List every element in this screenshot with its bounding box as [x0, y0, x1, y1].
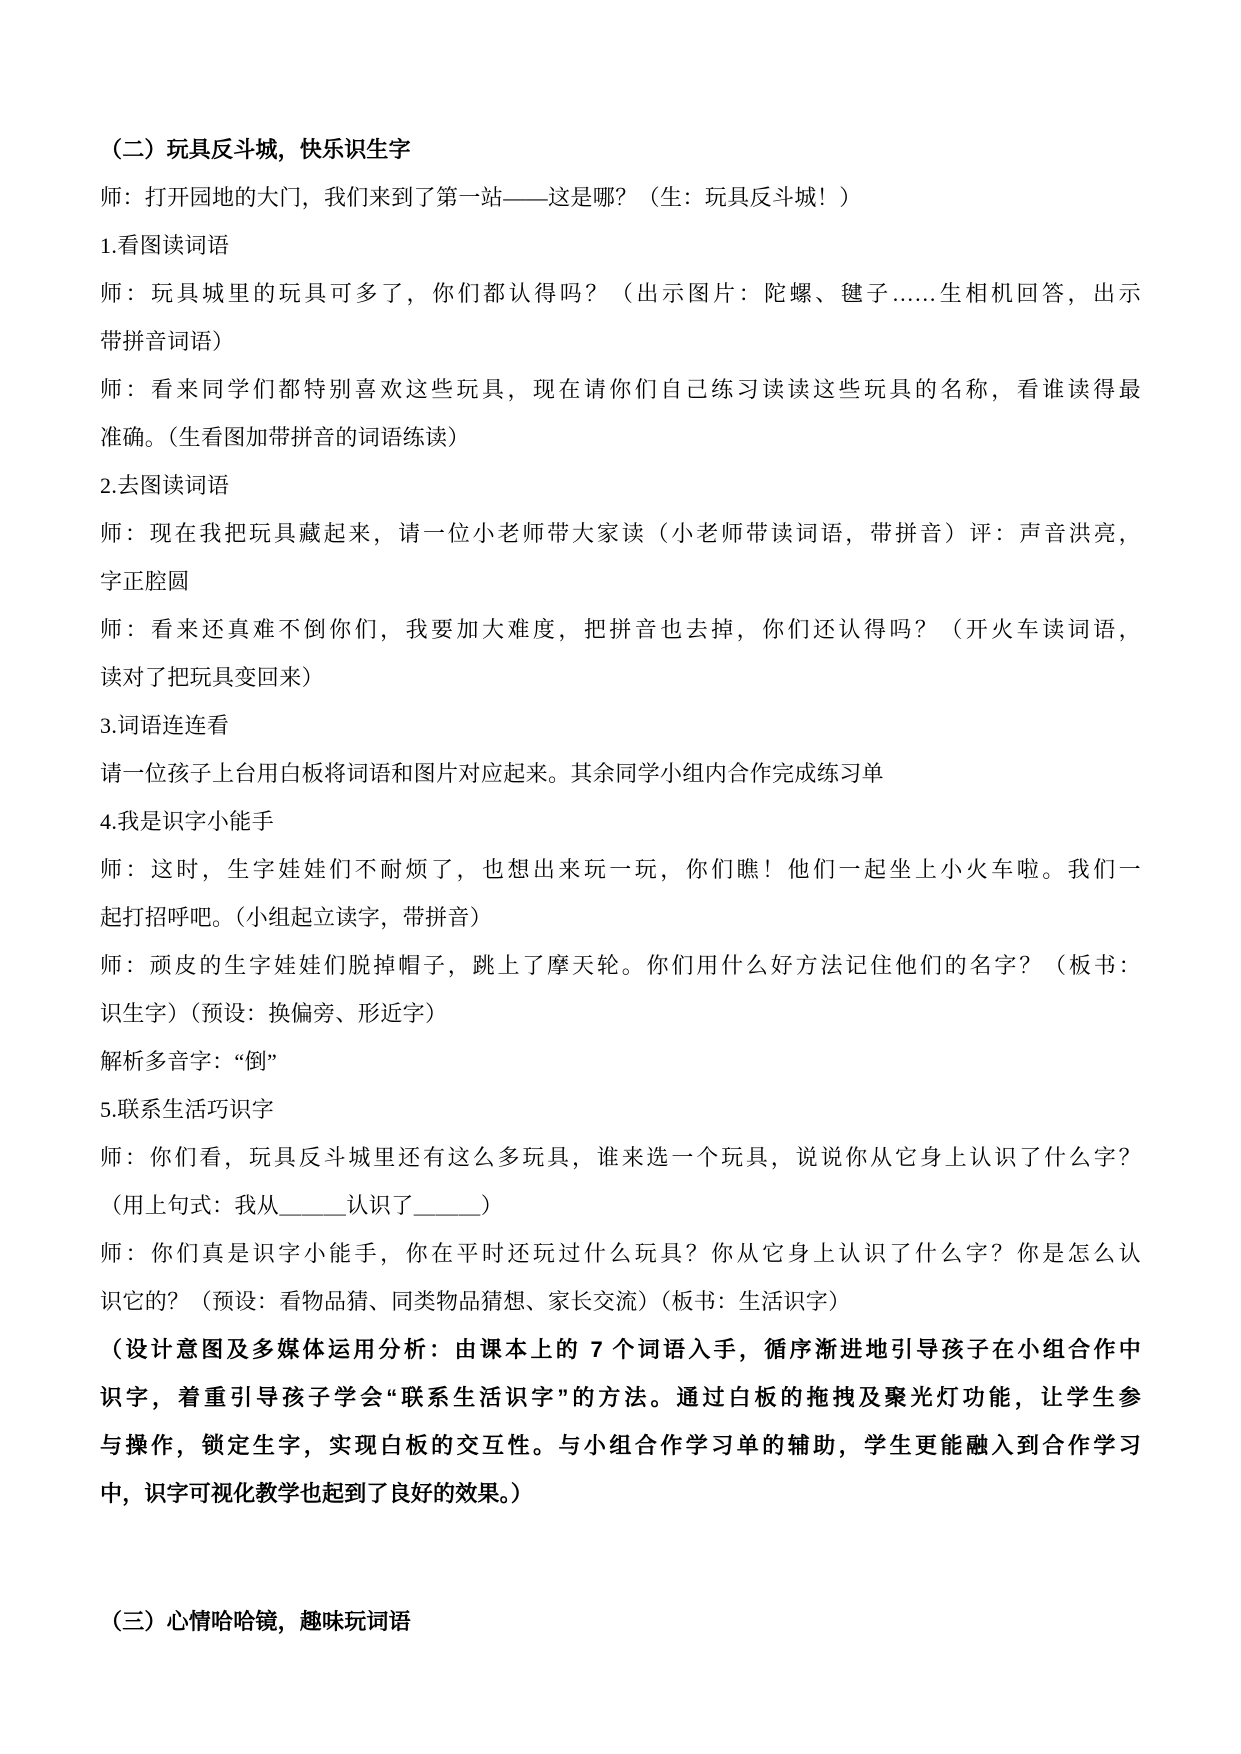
- section-heading-2: （二）玩具反斗城，快乐识生字: [100, 137, 411, 162]
- teacher-dialog-choose-toy: （用上句式：我从＿＿＿认识了＿＿＿）: [100, 1193, 504, 1218]
- teacher-dialog-toys: 带拼音词语）: [100, 329, 235, 354]
- teacher-dialog-practice-read: 准确。（生看图加带拼音的词语练读）: [100, 425, 470, 450]
- teacher-dialog-toys: 师：玩具城里的玩具可多了，你们都认得吗？（出示图片：陀螺、毽子……生相机回答，出示: [100, 281, 1141, 306]
- step-5-heading: 5.联系生活巧识字: [100, 1097, 275, 1122]
- step-4-heading: 4.我是识字小能手: [100, 809, 275, 834]
- design-intent-note: 与操作，锁定生字，实现白板的交互性。与小组合作学习单的辅助，学生更能融入到合作学习: [100, 1433, 1141, 1458]
- teacher-dialog-train: 师：这时，生字娃娃们不耐烦了，也想出来玩一玩，你们瞧！他们一起坐上小火车啦。我们一: [100, 857, 1141, 882]
- teacher-dialog-remove-pinyin: 师：看来还真难不倒你们，我要加大难度，把拼音也去掉，你们还认得吗？（开火车读词语，: [100, 617, 1141, 642]
- teacher-dialog-remove-pinyin: 读对了把玩具变回来）: [100, 665, 325, 690]
- polyphone-note: 解析多音字：“倒”: [100, 1049, 278, 1074]
- blank-gap: [100, 1518, 1141, 1598]
- teacher-dialog-choose-toy: 师：你们看，玩具反斗城里还有这么多玩具，谁来选一个玩具，说说你从它身上认识了什么字？: [100, 1145, 1141, 1170]
- step-3-heading: 3.词语连连看: [100, 713, 230, 738]
- teacher-dialog-life-literacy: 识它的？（预设：看物品猜、同类物品猜想、家长交流）（板书：生活识字）: [100, 1289, 851, 1314]
- step-1-heading: 1.看图读词语: [100, 233, 230, 258]
- activity-whiteboard-match: 请一位孩子上台用白板将词语和图片对应起来。其余同学小组内合作完成练习单: [100, 761, 885, 786]
- teacher-dialog-practice-read: 师：看来同学们都特别喜欢这些玩具，现在请你们自己练习读读这些玩具的名称，看谁读得最: [100, 377, 1141, 402]
- design-intent-note: 识字，着重引导孩子学会“联系生活识字”的方法。通过白板的拖拽及聚光灯功能，让学生参: [100, 1385, 1141, 1410]
- teacher-dialog-hide-toys: 字正腔圆: [100, 569, 190, 594]
- teacher-dialog-life-literacy: 师：你们真是识字小能手，你在平时还玩过什么玩具？你从它身上认识了什么字？你是怎么认: [100, 1241, 1141, 1266]
- step-2-heading: 2.去图读词语: [100, 473, 230, 498]
- teacher-dialog-hide-toys: 师：现在我把玩具藏起来，请一位小老师带大家读（小老师带读词语，带拼音）评：声音洪亮，: [100, 521, 1141, 546]
- teacher-dialog-ferris-wheel: 识生字）（预设：换偏旁、形近字）: [100, 1001, 448, 1026]
- teacher-dialog-train: 起打招呼吧。（小组起立读字，带拼音）: [100, 905, 493, 930]
- teacher-dialog-ferris-wheel: 师：顽皮的生字娃娃们脱掉帽子，跳上了摩天轮。你们用什么好方法记住他们的名字？（板书：: [100, 953, 1141, 978]
- teacher-dialog-opening: 师：打开园地的大门，我们来到了第一站——这是哪？（生：玩具反斗城！）: [100, 185, 862, 210]
- design-intent-note: 中，识字可视化教学也起到了良好的效果。）: [100, 1481, 534, 1506]
- document-content: [100, 126, 1141, 1646]
- section-heading-3: （三）心情哈哈镜，趣味玩词语: [100, 1609, 411, 1634]
- design-intent-note: （设计意图及多媒体运用分析：由课本上的 7 个词语入手，循序渐进地引导孩子在小组合作中: [100, 1337, 1141, 1362]
